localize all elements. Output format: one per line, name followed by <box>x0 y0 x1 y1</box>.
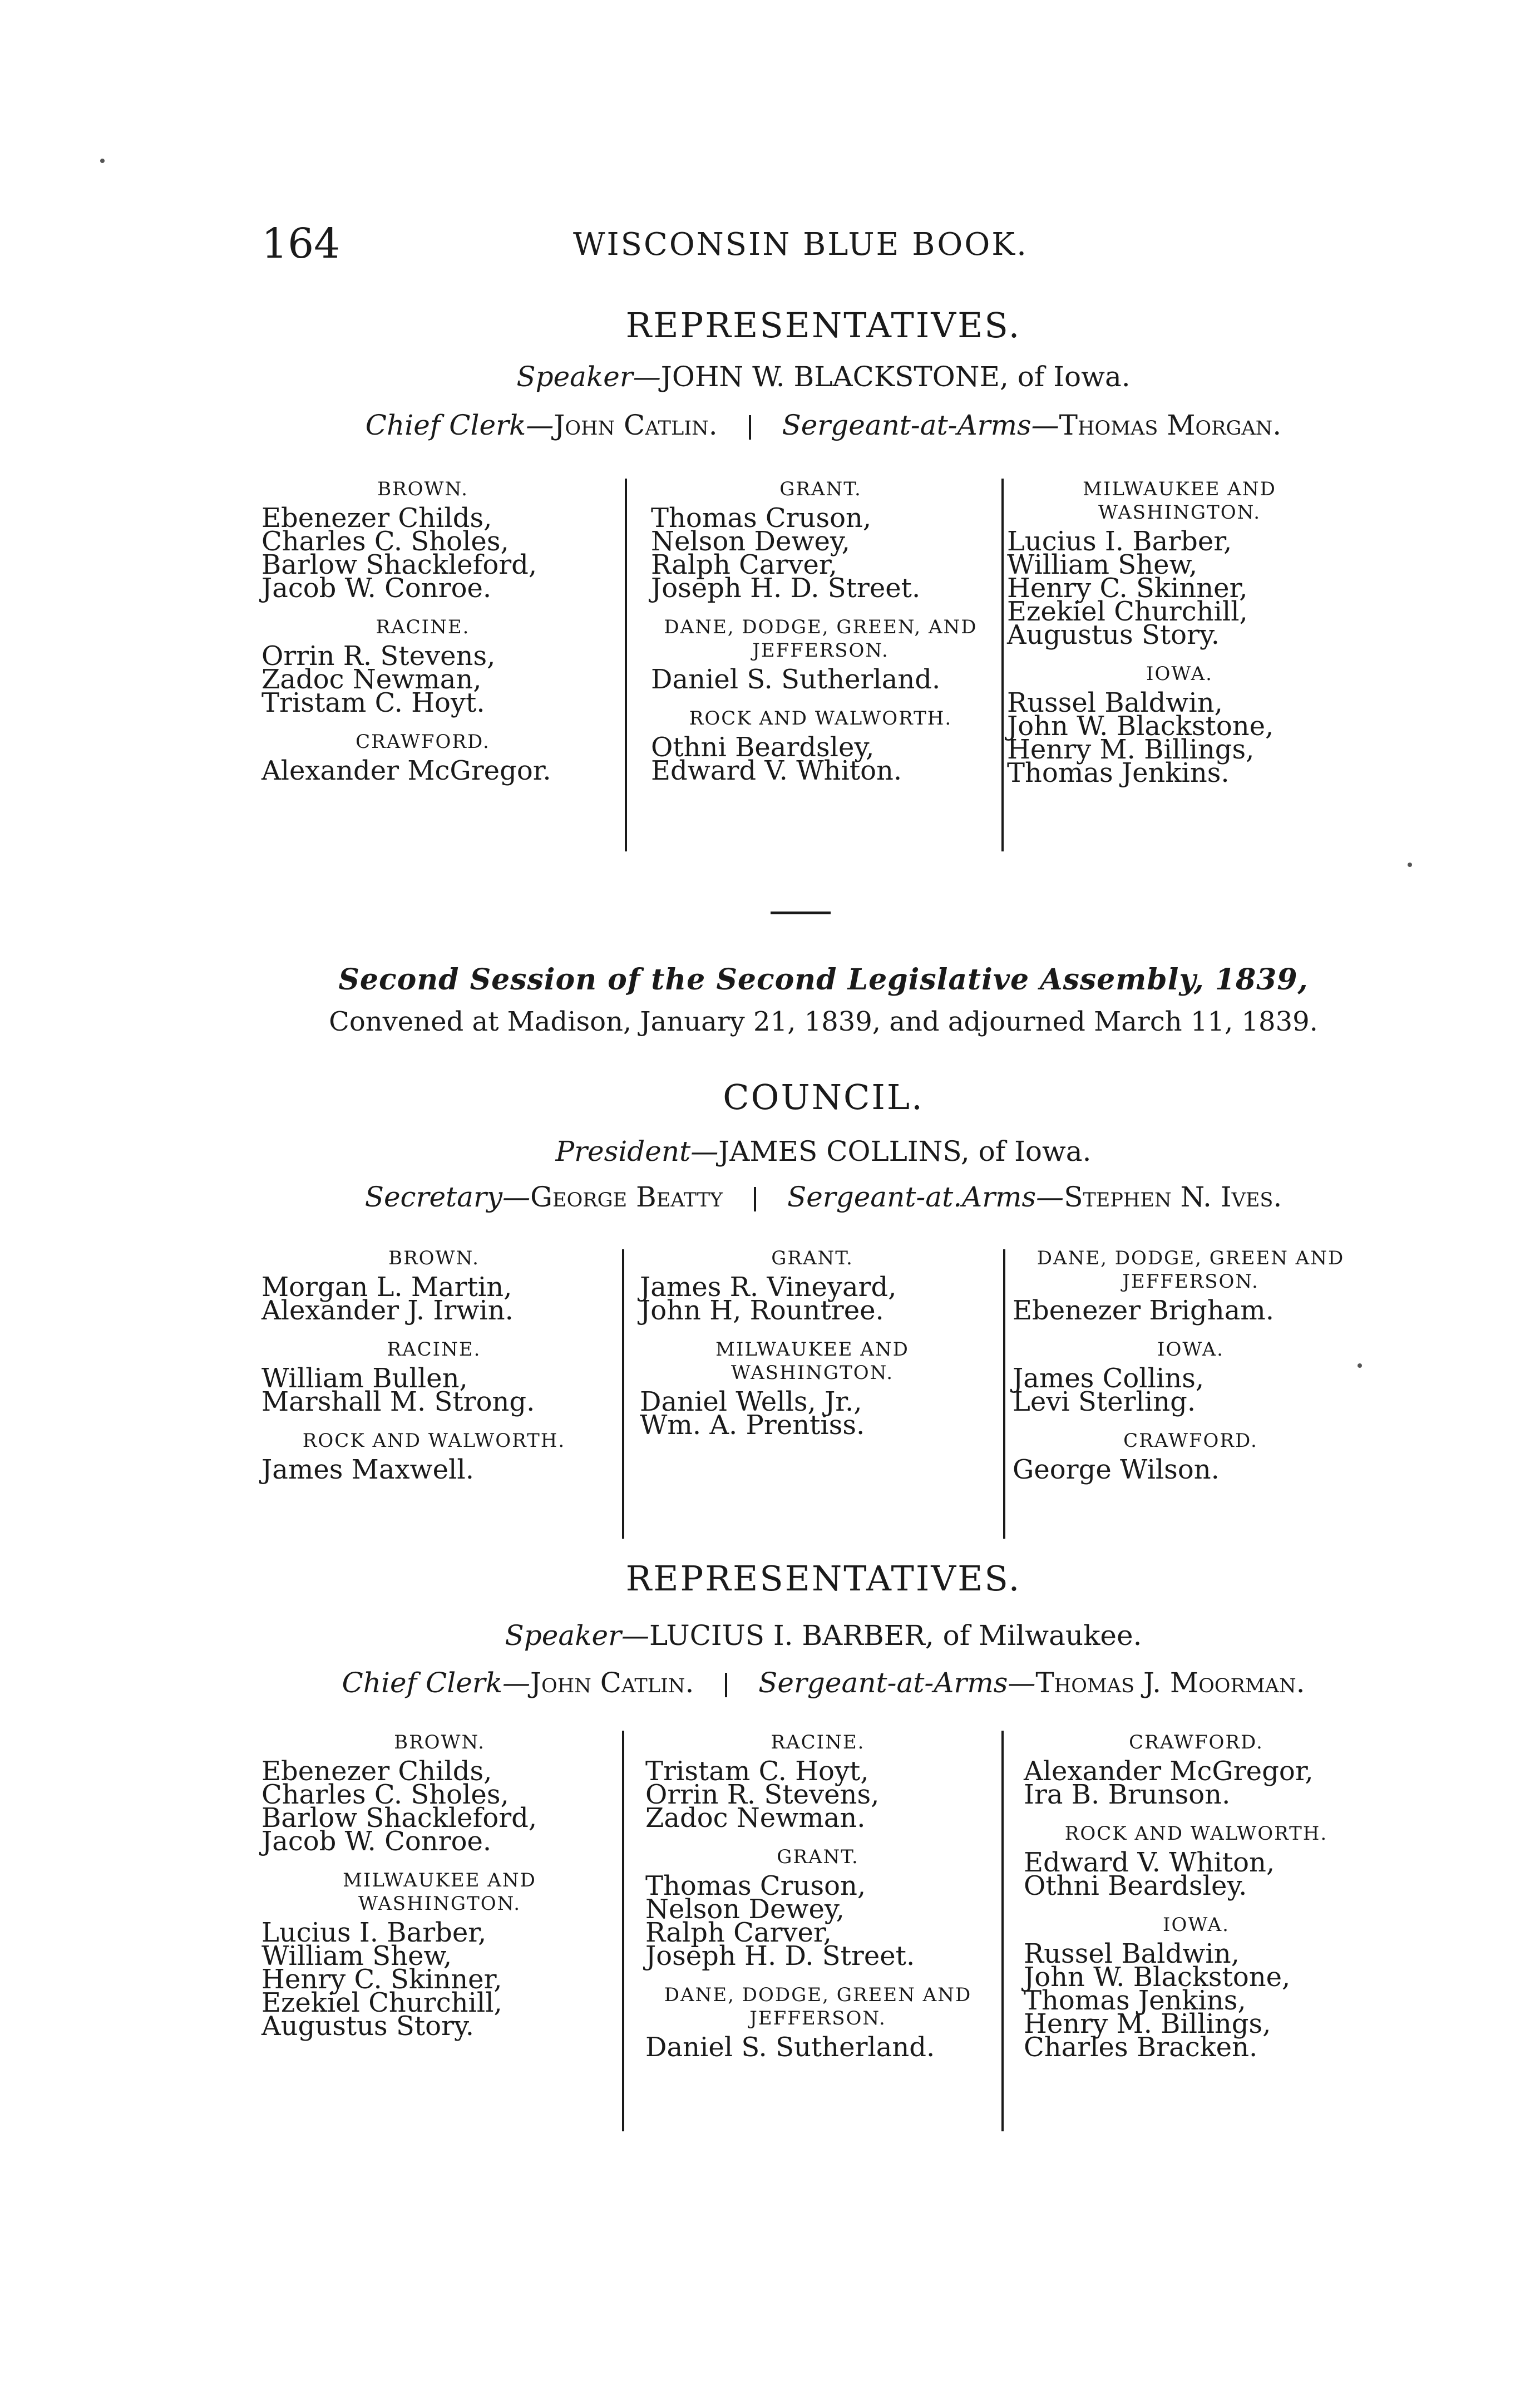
reps1-column-1 <box>261 477 584 786</box>
chief-clerk-name: John Catlin. <box>530 1667 694 1699</box>
county-heading: CRAWFORD. <box>1123 1430 1258 1452</box>
member-name: Orrin R. Stevens, <box>645 1779 880 1810</box>
member-name: William Bullen, <box>261 1363 468 1394</box>
county-heading: IOWA. <box>1163 1914 1230 1936</box>
member-name: Russel Baldwin, <box>1024 1938 1240 1969</box>
member-name: Thomas Jenkins, <box>1024 1985 1246 2016</box>
reps2-column-2 <box>645 1731 990 2063</box>
member-name: Henry C. Skinner, <box>1007 573 1248 604</box>
member-name: William Shew, <box>261 1940 452 1972</box>
member-name: Alexander J. Irwin. <box>261 1295 514 1326</box>
county-heading: MILWAUKEE AND WASHINGTON. <box>343 1869 536 1915</box>
member-name: Daniel Wells, Jr., <box>640 1386 862 1417</box>
member-name: Charles C. Sholes, <box>261 526 509 557</box>
member-name: Daniel S. Sutherland. <box>645 2032 935 2063</box>
member-name: John H, Rountree. <box>640 1295 884 1326</box>
county-heading: ROCK AND WALWORTH. <box>689 707 952 730</box>
county-heading: MILWAUKEE AND WASHINGTON. <box>1083 478 1276 524</box>
council-sergeant-name: Stephen N. Ives. <box>1064 1181 1282 1213</box>
member-name: Charles Bracken. <box>1024 2032 1258 2063</box>
member-name: Marshall M. Strong. <box>261 1386 535 1417</box>
sergeant-name: Thomas Morgan. <box>1059 409 1282 441</box>
session-title: Second Session of the Second Legislative Assembly, 1839, <box>338 963 1309 997</box>
member-name: Edward V. Whiton. <box>651 755 902 786</box>
member-name: James Maxwell. <box>261 1454 474 1485</box>
member-name: Nelson Dewey, <box>645 1894 845 1925</box>
print-speck <box>100 159 105 163</box>
speaker-line-1 <box>261 361 1385 393</box>
member-name: Zadoc Newman, <box>261 664 482 695</box>
member-name: Edward V. Whiton, <box>1024 1847 1275 1878</box>
member-name: Augustus Story. <box>261 2011 474 2042</box>
separator-bar <box>754 1187 756 1211</box>
member-name: Augustus Story. <box>1007 619 1220 651</box>
county-heading: CRAWFORD. <box>1129 1731 1263 1753</box>
member-name: Joseph H. D. Street. <box>651 573 921 604</box>
print-speck <box>1408 863 1412 867</box>
county-heading: BROWN. <box>388 1247 480 1269</box>
column-divider <box>1003 1249 1005 1539</box>
county-heading: GRANT. <box>777 1846 859 1868</box>
county-heading: RACINE. <box>771 1731 865 1753</box>
council-column-2 <box>640 1247 985 1441</box>
member-name: Alexander McGregor, <box>1024 1756 1314 1787</box>
president-role: President— <box>555 1135 719 1167</box>
county-heading: DANE, DODGE, GREEN AND JEFFERSON. <box>664 1984 972 2029</box>
county-heading: ROCK AND WALWORTH. <box>302 1430 566 1452</box>
member-name: Daniel S. Sutherland. <box>651 664 941 695</box>
column-divider <box>625 479 627 851</box>
council-sergeant-role: Sergeant-at.Arms— <box>787 1181 1064 1213</box>
county-heading: CRAWFORD. <box>356 731 490 753</box>
column-divider <box>1001 479 1004 851</box>
member-name: Ira B. Brunson. <box>1024 1779 1231 1810</box>
member-name: John W. Blackstone, <box>1007 711 1274 742</box>
separator-bar <box>749 415 751 440</box>
member-name: Ezekiel Churchill, <box>261 1987 502 2018</box>
member-name: Nelson Dewey, <box>651 526 850 557</box>
session-convened: Convened at Madison, January 21, 1839, and adjourned March 11, 1839. <box>329 1006 1318 1037</box>
member-name: Othni Beardsley. <box>1024 1870 1247 1901</box>
county-heading: ROCK AND WALWORTH. <box>1064 1822 1328 1845</box>
reps1-column-3 <box>1007 477 1352 789</box>
member-name: Barlow Shackleford, <box>261 549 537 580</box>
county-heading: BROWN. <box>377 478 468 500</box>
speaker-name: LUCIUS I. BARBER, of Milwaukee. <box>649 1619 1142 1652</box>
council-column-1 <box>261 1247 606 1485</box>
section-title-representatives-2: REPRESENTATIVES. <box>625 1558 1021 1599</box>
member-name: Joseph H. D. Street. <box>645 1940 915 1972</box>
clerk-sergeant-line-2 <box>261 1667 1385 1699</box>
section-title-representatives-1: REPRESENTATIVES. <box>625 305 1021 346</box>
member-name: Othni Beardsley, <box>651 732 875 763</box>
member-name: Jacob W. Conroe. <box>261 1826 492 1857</box>
county-heading: RACINE. <box>387 1338 481 1361</box>
speaker-role: Speaker— <box>516 361 661 393</box>
president-line <box>261 1135 1385 1167</box>
member-name: James R. Vineyard, <box>640 1272 897 1303</box>
member-name: Henry M. Billings, <box>1024 2008 1271 2040</box>
member-name: Wm. A. Prentiss. <box>640 1410 865 1441</box>
clerk-sergeant-line-1 <box>261 409 1385 441</box>
chief-clerk-role: Chief Clerk— <box>342 1667 531 1699</box>
county-heading: MILWAUKEE AND WASHINGTON. <box>715 1338 909 1384</box>
member-name: Levi Sterling. <box>1013 1386 1196 1417</box>
page-header <box>261 220 1385 270</box>
member-name: Tristam C. Hoyt, <box>645 1756 869 1787</box>
member-name: Thomas Jenkins. <box>1007 757 1230 789</box>
reps1-column-2 <box>651 477 990 786</box>
chief-clerk-role: Chief Clerk— <box>365 409 554 441</box>
member-name: Orrin R. Stevens, <box>261 641 496 672</box>
member-name: Ralph Carver, <box>645 1917 832 1948</box>
county-heading: DANE, DODGE, GREEN, AND JEFFERSON. <box>664 616 978 662</box>
sergeant-role: Sergeant-at-Arms— <box>782 409 1059 441</box>
county-heading: DANE, DODGE, GREEN AND JEFFERSON. <box>1036 1247 1345 1293</box>
member-name: Lucius I. Barber, <box>261 1917 487 1948</box>
separator-bar <box>725 1673 727 1697</box>
page-number: 164 <box>261 220 340 268</box>
speaker-name: JOHN W. BLACKSTONE, of Iowa. <box>660 361 1131 393</box>
chief-clerk-name: John Catlin. <box>554 409 718 441</box>
member-name: Tristam C. Hoyt. <box>261 687 485 718</box>
member-name: Alexander McGregor. <box>261 755 551 786</box>
member-name: Ezekiel Churchill, <box>1007 596 1248 627</box>
reps2-column-1 <box>261 1731 618 2042</box>
county-heading: IOWA. <box>1157 1338 1224 1361</box>
member-name: Ebenezer Brigham. <box>1013 1295 1274 1326</box>
county-heading: RACINE. <box>376 616 470 638</box>
member-name: Henry M. Billings, <box>1007 734 1255 765</box>
column-divider <box>622 1731 624 2131</box>
member-name: William Shew, <box>1007 549 1198 580</box>
secretary-name: George Beatty <box>530 1181 723 1213</box>
secretary-role: Secretary— <box>364 1181 531 1213</box>
member-name: Ebenezer Childs, <box>261 1756 492 1787</box>
speaker-line-2 <box>261 1619 1385 1652</box>
running-title: WISCONSIN BLUE BOOK. <box>573 226 1028 263</box>
column-divider <box>1001 1731 1004 2131</box>
president-name: JAMES COLLINS, of Iowa. <box>718 1135 1092 1167</box>
sergeant-name: Thomas J. Moorman. <box>1035 1667 1305 1699</box>
county-heading: GRANT. <box>771 1247 853 1269</box>
sergeant-role: Sergeant-at-Arms— <box>758 1667 1036 1699</box>
member-name: Thomas Cruson, <box>645 1870 866 1901</box>
column-divider <box>622 1249 624 1539</box>
member-name: John W. Blackstone, <box>1024 1962 1291 1993</box>
section-title-council: COUNCIL. <box>723 1077 924 1117</box>
secretary-sergeant-line <box>261 1181 1385 1213</box>
member-name: Ebenezer Childs, <box>261 503 492 534</box>
member-name: Lucius I. Barber, <box>1007 526 1232 557</box>
county-heading: GRANT. <box>779 478 862 500</box>
speaker-role: Speaker— <box>505 1619 649 1652</box>
county-heading: IOWA. <box>1146 663 1213 685</box>
section-rule <box>771 912 831 914</box>
member-name: Henry C. Skinner, <box>261 1964 502 1995</box>
member-name: Zadoc Newman. <box>645 1802 866 1834</box>
reps2-column-3 <box>1024 1731 1369 2063</box>
member-name: Morgan L. Martin, <box>261 1272 512 1303</box>
member-name: Russel Baldwin, <box>1007 687 1223 718</box>
member-name: Thomas Cruson, <box>651 503 872 534</box>
member-name: Jacob W. Conroe. <box>261 573 492 604</box>
member-name: Ralph Carver, <box>651 549 837 580</box>
county-heading: BROWN. <box>394 1731 485 1753</box>
member-name: Barlow Shackleford, <box>261 1802 537 1834</box>
member-name: James Collins, <box>1013 1363 1205 1394</box>
member-name: George Wilson. <box>1013 1454 1220 1485</box>
print-speck <box>1358 1363 1362 1368</box>
council-column-3 <box>1013 1247 1369 1485</box>
member-name: Charles C. Sholes, <box>261 1779 509 1810</box>
